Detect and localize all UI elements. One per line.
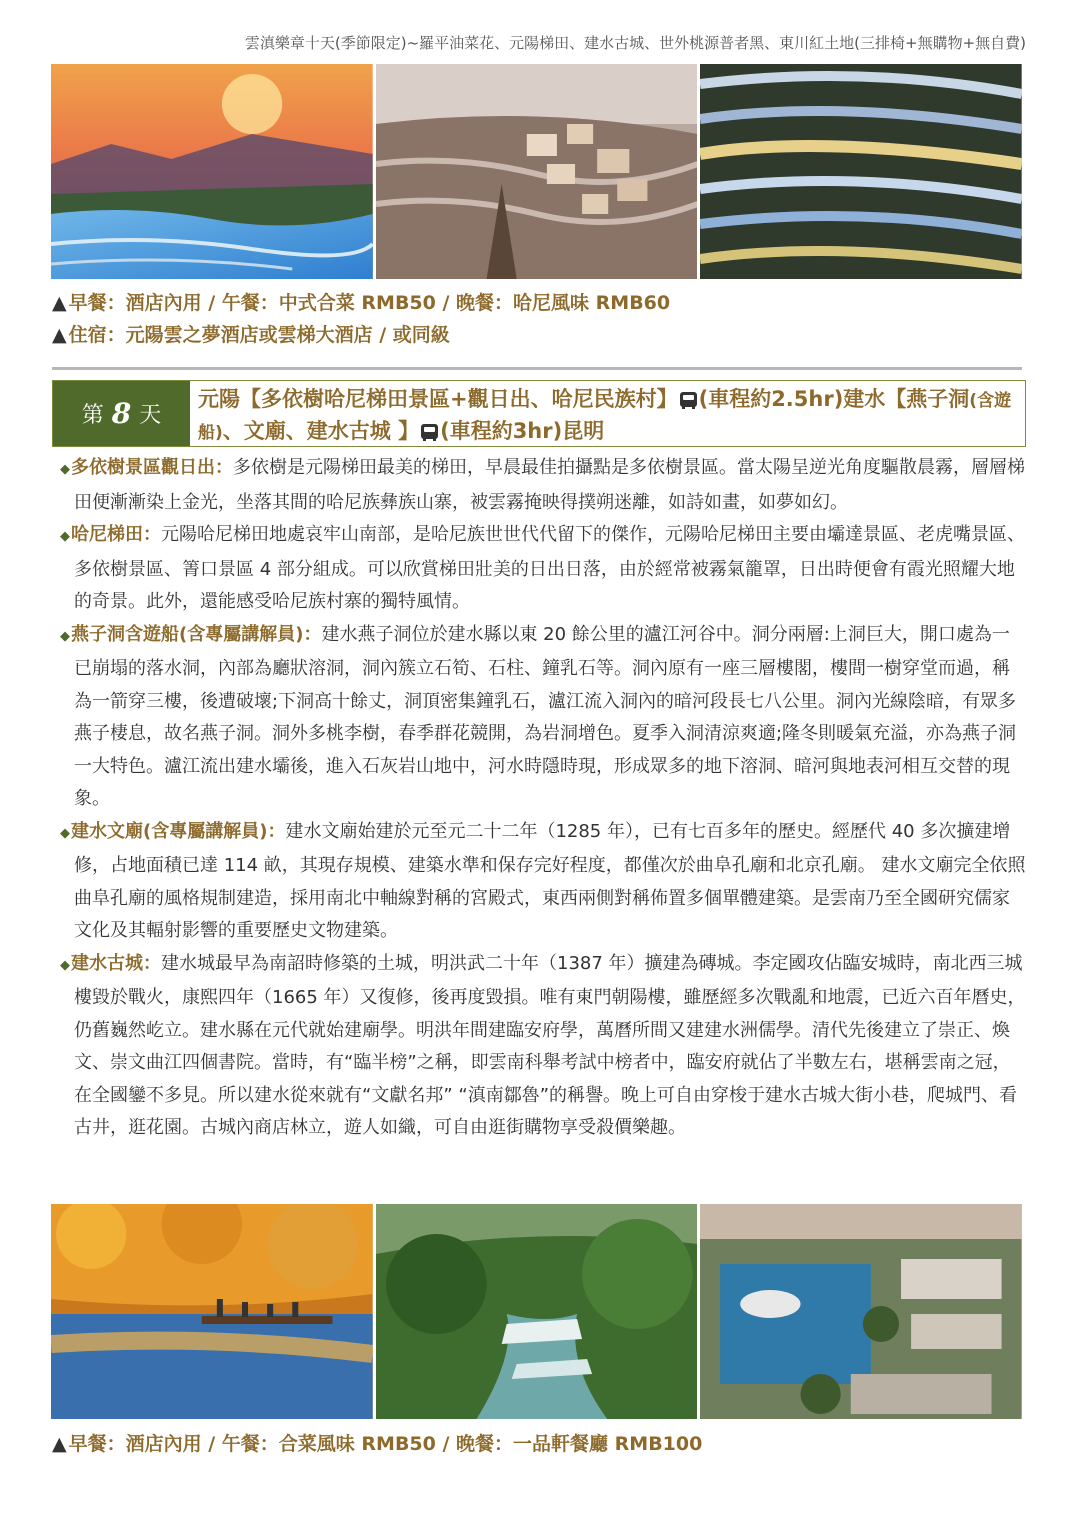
bus-icon <box>421 424 438 439</box>
bus-icon <box>680 392 697 407</box>
photo-hani-village <box>376 64 698 279</box>
triangle-bullet-icon: ▲ <box>52 292 67 314</box>
section-duoyishu: ◆多依樹景區觀日出：多依樹是元陽梯田最美的梯田，早晨最佳拍攝點是多依樹景區。當太陽呈逆光角度驅散晨霧，層層梯田便漸漸染上金光，坐落其間的哈尼族彝族山寨，被雲霧掩映得撲朔迷離，如詩如畫，如夢如幻。 <box>60 457 1025 513</box>
triangle-bullet-icon: ▲ <box>52 324 67 346</box>
day-number: 8 <box>111 397 132 430</box>
photo-autumn-boat <box>51 1204 373 1419</box>
diamond-bullet-icon: ◆ <box>60 957 70 973</box>
top-photo-strip <box>51 64 1022 279</box>
section-confucian-temple: ◆建水文廟(含專屬講解員)：建水文廟始建於元至元二十二年（1285 年），已有七百多年的歷史。經歷代 40 多次擴建增修，占地面積已達 114 畝，其現存規模、建築水準和保存完好程度，都僅次於曲阜孔廟和北京孔廟。 建水文廟完全依照曲阜孔廟的風格規制建造，採用南北中軸線對稱的宮殿式，東西兩側對稱佈置多個單體建築。是雲南乃至全國研究儒家文化及其輻射影響的重要歷史文物建築。 <box>60 820 1026 941</box>
photo-temple-aerial <box>700 1204 1022 1419</box>
photo-river-waterfall <box>376 1204 698 1419</box>
photo-terrace-sunrise <box>51 64 373 279</box>
day-route-title: 元陽【多依樹哈尼梯田景區+觀日出、哈尼民族村】 (車程約2.5hr)建水【燕子洞(含遊船)、文廟、建水古城 】 (車程約3hr)昆明 <box>198 387 1012 443</box>
document-header: 雲滇樂章十天(季節限定)~羅平油菜花、元陽梯田、建水古城、世外桃源普者黑、東川紅土地(三排椅+無購物+無自費) <box>244 34 1026 52</box>
section-hani-terraces: ◆哈尼梯田：元陽哈尼梯田地處哀牢山南部，是哈尼族世世代代留下的傑作，元陽哈尼梯田主要由壩達景區、老虎嘴景區、多依樹景區、箐口景區 4 部分組成。可以欣賞梯田壯美的日出日落，由於經常被霧氣籠罩，日出時便會有霞光照耀大地的奇景。此外，還能感受哈尼族村寨的獨特風情。 <box>60 524 1025 612</box>
section-swallow-cave: ◆燕子洞含遊船(含專屬講解員)：建水燕子洞位於建水縣以東 20 餘公里的瀘江河谷中。洞分兩層:上洞巨大，開口處為一已崩塌的落水洞，內部為廳狀溶洞，洞內簇立石筍、石柱、鐘乳石等。洞內原有一座三層樓閣，樓間一樹穿堂而過，稱為一箭穿三樓，後遭破壞;下洞高十餘丈，洞頂密集鐘乳石，瀘江流入洞內的暗河段長七八公里。洞內光線陰暗，有眾多燕子棲息，故名燕子洞。洞外多桃李樹，春季群花競開，為岩洞增色。夏季入洞清涼爽適;隆冬則暖氣充溢，亦為燕子洞一大特色。瀘江流出建水壩後，進入石灰岩山地中，河水時隱時現，形成眾多的地下溶洞、暗河與地表河相互交替的現象。 <box>60 623 1017 809</box>
meal-info-bottom: ▲ 早餐：酒店內用 / 午餐：合菜風味 RMB50 / 晚餐：一品軒餐廳 RMB100 <box>52 1433 703 1455</box>
diamond-bullet-icon: ◆ <box>60 462 70 477</box>
diamond-bullet-icon: ◆ <box>60 825 70 841</box>
lodging-info: ▲ 住宿：元陽雲之夢酒店或雲梯大酒店 / 或同級 <box>52 324 450 346</box>
triangle-bullet-icon: ▲ <box>52 1433 67 1455</box>
diamond-bullet-icon: ◆ <box>60 529 70 544</box>
diamond-bullet-icon: ◆ <box>60 628 70 644</box>
day-heading <box>52 380 1026 447</box>
section-divider <box>52 367 1022 370</box>
itinerary-sections <box>52 452 1027 1145</box>
section-jianshui-old-town: ◆建水古城：建水城最早為南詔時修築的土城，明洪武二十年（1387 年）擴建為磚城。李定國攻佔臨安城時，南北西三城樓毀於戰火，康熙四年（1665 年）又復修，後再度毀損。唯有東門朝陽樓，雖歷經多次戰亂和地震，已近六百年曆史，仍舊巍然屹立。建水縣在元代就始建廟學。明洪年間建臨安府學，萬曆所間又建建水洲儒學。清代先後建立了崇正、煥文、崇文曲江四個書院。當時，有“臨半榜”之稱，即雲南科舉考試中榜者中，臨安府就佔了半數左右，堪稱雲南之冠，在全國鑾不多見。所以建水從來就有“文獻名邦” “滇南鄒魯”的稱譽。晚上可自由穿梭于建水古城大街小巷，爬城門、看古井，逛花園。古城內商店林立，遊人如織，可自由逛街購物享受殺價樂趣。 <box>60 952 1026 1138</box>
bottom-photo-strip <box>51 1204 1022 1419</box>
day-badge: 第 8 天 <box>53 381 190 446</box>
photo-terrace-reflections <box>700 64 1022 279</box>
meal-info-top: ▲ 早餐：酒店內用 / 午餐：中式合菜 RMB50 / 晚餐：哈尼風味 RMB60 <box>52 292 671 314</box>
